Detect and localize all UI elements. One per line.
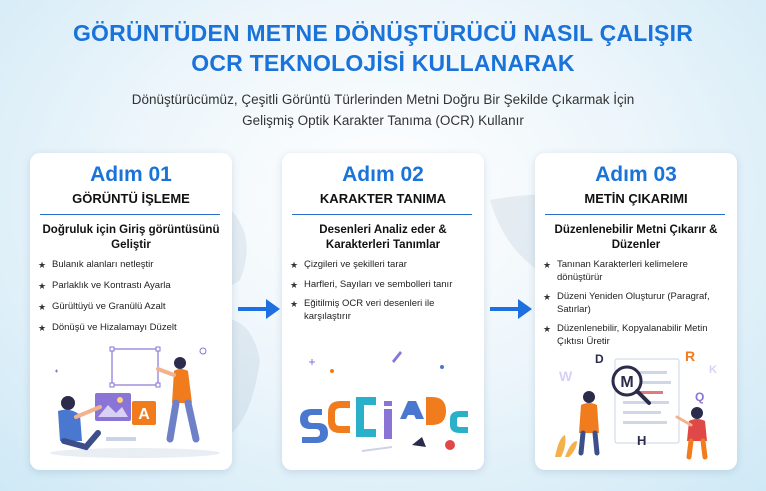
star-icon: ★	[543, 292, 552, 302]
svg-text:D: D	[595, 352, 604, 366]
star-icon: ★	[38, 302, 47, 312]
list-item: ★ Dönüşü ve Hizalamayı Düzelt	[38, 322, 177, 333]
character-recognition-illustration	[292, 341, 474, 461]
star-icon: ★	[290, 279, 299, 290]
list-item: ★ Bulanık alanları netleştir	[38, 259, 154, 270]
step-number: Adım 02	[342, 163, 424, 186]
svg-text:W: W	[559, 368, 573, 384]
list-item: ★ Parlaklık ve Kontrastı Ayarla	[38, 280, 171, 291]
step-phase: GÖRÜNTÜ İŞLEME	[72, 191, 190, 206]
text-extraction-illustration	[545, 341, 727, 461]
list-item: ★ Çizgileri ve şekilleri tarar	[290, 259, 407, 270]
svg-text:M: M	[620, 374, 634, 391]
step-card-3	[535, 153, 737, 470]
star-icon: ★	[38, 260, 47, 270]
svg-text:A: A	[138, 406, 150, 423]
image-processing-illustration	[40, 341, 222, 461]
star-icon: ★	[543, 324, 552, 334]
step-phase: KARAKTER TANIMA	[319, 191, 447, 206]
list-item: ★ Eğitilmiş OCR veri desenleri ile karşılaştırır	[290, 298, 435, 322]
step-card-1	[30, 153, 232, 470]
divider	[40, 214, 220, 215]
list-item: ★ Harfleri, Sayıları ve sembolleri tanır	[290, 278, 453, 290]
page-title-line1: GÖRÜNTÜDEN METNE DÖNÜŞTÜRÜCÜ NASIL ÇALIŞIR	[72, 20, 694, 46]
bullet-list	[38, 259, 228, 343]
step-card-2	[282, 153, 484, 470]
arrow-right-icon	[236, 295, 282, 323]
svg-text:H: H	[637, 433, 647, 448]
star-icon: ★	[38, 323, 47, 333]
bullet-list	[290, 259, 480, 330]
step-heading: Doğruluk için Giriş görüntüsünü Geliştir	[42, 224, 220, 251]
step-heading: Düzenlenebilir Metni Çıkarır & Düzenler	[554, 224, 718, 251]
list-item: ★ Düzenlenebilir, Kopyalanabilir Metin Çıktısı Üretir	[543, 323, 708, 347]
page-subtitle-line2: Gelişmiş Optik Karakter Tanıma (OCR) Kullanır	[242, 113, 524, 128]
svg-text:K: K	[709, 364, 717, 376]
star-icon: ★	[38, 281, 47, 291]
svg-text:R: R	[685, 348, 696, 364]
star-icon: ★	[543, 260, 552, 270]
step-number: Adım 03	[595, 163, 677, 186]
divider	[292, 214, 472, 215]
list-item: ★ Düzeni Yeniden Oluşturur (Paragraf, Satırlar)	[543, 291, 710, 315]
page-title-line2: OCR TEKNOLOJİSİ KULLANARAK	[191, 50, 575, 76]
star-icon: ★	[290, 260, 299, 270]
page-subtitle-line1: Dönüştürücümüz, Çeşitli Görüntü Türlerinden Metni Doğru Bir Şekilde Çıkarmak İçin	[131, 92, 635, 107]
step-number: Adım 01	[90, 163, 172, 186]
divider	[545, 214, 725, 215]
star-icon: ★	[290, 299, 299, 309]
list-item: ★ Tanınan Karakterleri kelimelere dönüştürür	[543, 259, 688, 283]
step-heading: Desenleri Analiz eder & Karakterleri Tanımlar	[319, 224, 447, 251]
arrow-right-icon	[488, 295, 534, 323]
svg-text:Q: Q	[695, 390, 705, 404]
list-item: ★ Gürültüyü ve Granülü Azalt	[38, 301, 166, 312]
step-phase: METİN ÇIKARIMI	[584, 191, 688, 206]
